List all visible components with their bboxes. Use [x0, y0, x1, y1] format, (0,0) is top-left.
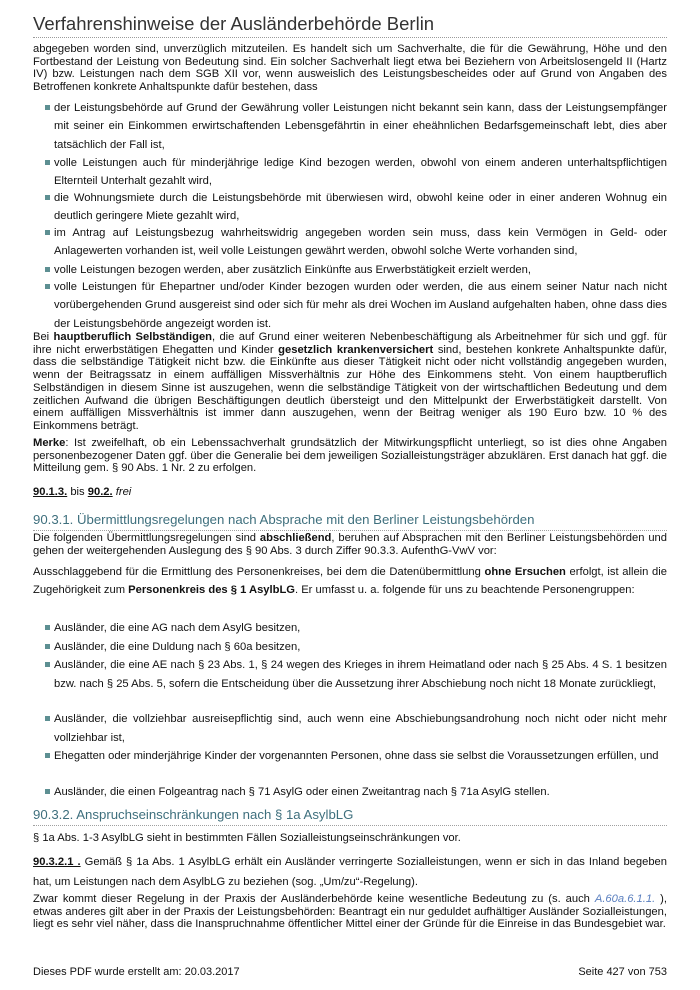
- footer-created-date: Dieses PDF wurde erstellt am: 20.03.2017: [33, 966, 240, 978]
- section-ref-90-3-2-1[interactable]: 90.3.2.1 .: [33, 856, 81, 868]
- section-range: 90.1.3. bis 90.2. frei: [33, 486, 132, 498]
- self-employed-paragraph: Bei hauptberuflich Selbständigen, die auf Grund einer weiteren Nebenbeschäftigung als Arbeitnehmer für sich und ggf. für ihre nicht erwerbstätigen Ehegatten und Kinder gesetzlich krankenversichert sind, bestehen konkrete Anhaltspunkte dafür, dass die selbständige Tätigkeit nicht bzw. die Einkünfte aus dieser Tätigkeit nicht oder nicht vollständig angegeben wurden, wenn der Beitragssatz in einem auffälligen Missverhältnis zur Höhe des Einkommens steht. Von einem hauptberuflich Selbständigen in diesem Sinne ist auszugehen, wenn die selbständige Tätigkeit von der wirtschaftlichen Bedeutung und dem zeitlichen Aufwand die übrigen Beschäftigungen deutlich übersteigt und den Mittelpunkt der Erwerbstätigkeit darstellt. Von einem auffälligen Missverhältnis ist immer dann auszugehen, wenn der Beitrag weniger als 190 Euro bzw. 10 % des Einkommens beträgt.: [33, 331, 668, 432]
- list-item: volle Leistungen bezogen werden, aber zusätzlich Einkünfte aus Erwerbstätigkeit erzielt werden,: [44, 261, 667, 279]
- sec1-personenkreis-paragraph: Ausschlaggebend für die Ermittlung des Personenkreises, bei dem die Datenübermittlung ohne Ersuchen erfolgt, ist allein die Zugehörigkeit zum Personenkreis des § 1 AsylbLG. Er umfasst u. a. folgende für uns zu beachtende Personengruppen:: [33, 566, 667, 597]
- section-heading-90-3-1: 90.3.1. Übermittlungsregelungen nach Absprache mit den Berliner Leistungsbehörden: [33, 512, 535, 527]
- document-header-title: Verfahrenshinweise der Ausländerbehörde Berlin: [33, 13, 435, 34]
- footer-page-number: Seite 427 von 753: [578, 966, 667, 978]
- list-item: der Leistungsbehörde auf Grund der Gewährung voller Leistungen nicht bekannt sein kann, dass der Leistungsempfänger mit seiner ein Einkommen erwirtschaftenden Lebensgefährtin in einer eheähnlichen Bedarfsgemeinschaft lebt, dies aber tatsächlich der Fall ist,: [44, 99, 667, 154]
- list-item: volle Leistungen auch für minderjährige ledige Kind bezogen werden, obwohl von einem anderen unterhaltspflichtigen Elternteil Unterhalt gezahlt wird,: [44, 154, 667, 191]
- sec2-practice-paragraph: Zwar kommt dieser Regelung in der Praxis der Ausländerbehörde keine wesentliche Bedeutung zu (s. auch A.60a.6.1.1. ), etwas anderes gilt aber in der Praxis der Leistungsbehörden: Beantragt ein nur geduldet aufhältiger Ausländer Sozialleistungen, liegt es sehr viel näher, dass die Inanspruchnahme öffentlicher Mittel einer der Gründe für die Einreise in das Bundesgebiet war.: [33, 893, 667, 931]
- section-divider: [33, 530, 667, 531]
- cross-reference-link[interactable]: A.60a.6.1.1.: [594, 893, 656, 905]
- section-divider: [33, 825, 667, 826]
- section-ref-90-2[interactable]: 90.2.: [87, 486, 113, 498]
- list-item: Ausländer, die eine AG nach dem AsylG besitzen,: [44, 619, 667, 638]
- section-ref-90-1-3[interactable]: 90.1.3.: [33, 486, 68, 498]
- merke-note: Merke: Ist zweifelhaft, ob ein Lebenssachverhalt grundsätzlich der Mitwirkungspflicht unterliegt, so ist dies ohne Angaben personenbezogener Daten ggf. über die Generalie bei dem jeweiligen Sozialleistungsträger abzuklären. Erst danach hat ggf. die Mitteilung gem. § 90 Abs. 1 Nr. 2 zu erfolgen.: [33, 437, 667, 475]
- list-item: Ausländer, die vollziehbar ausreisepflichtig sind, auch wenn eine Abschiebungsandrohung noch nicht oder nicht mehr vollziehbar ist,: [44, 710, 667, 748]
- list-item: im Antrag auf Leistungsbezug wahrheitswidrig angegeben worden sein muss, dass kein Vermögen in Geld- oder Anlagewerten vorhanden ist, weil volle Leistungen gewährt werden, obwohl solche Werte vorhanden sind,: [44, 224, 667, 261]
- intro-paragraph: abgegeben worden sind, unverzüglich mitzuteilen. Es handelt sich um Sachverhalte, die für die Gewährung, Höhe und den Fortbestand der Leistung von Bedeutung sind. Ein solcher Sachverhalt liegt etwa bei Beziehern von Arbeitslosengeld II (Hartz IV) bzw. Leistungen nach dem SGB XII vor, wenn ausweislich des Leistungsbescheides oder auf Grund von Angaben des Betroffenen konkrete Anhaltspunkte dafür bestehen, dass: [33, 43, 667, 94]
- list-item: Ehegatten oder minderjährige Kinder der vorgenannten Personen, ohne dass sie selbst die Voraussetzungen erfüllen, und: [44, 747, 667, 766]
- list-item: Ausländer, die eine AE nach § 23 Abs. 1, § 24 wegen des Krieges in ihrem Heimatland oder nach § 25 Abs. 4 S. 1 besitzen bzw. nach § 25 Abs. 5, sofern die Entscheidung über die Aussetzung ihrer Abschiebung noch nicht 18 Monate zurückliegt,: [44, 656, 667, 694]
- section-heading-90-3-2: 90.3.2. Anspruchseinschränkungen nach § 1a AsylbLG: [33, 807, 354, 822]
- sec2-intro-paragraph: § 1a Abs. 1-3 AsylbLG sieht in bestimmten Fällen Sozialleistungseinschränkungen vor.: [33, 832, 461, 844]
- sec1-intro-paragraph: Die folgenden Übermittlungsregelungen sind abschließend, beruhen auf Absprachen mit den Berliner Leistungsbehörden und gehen der weitergehenden Auslegung des § 90 Abs. 3 durch Ziffer 90.3.3. AufenthG-VwV vor:: [33, 532, 667, 557]
- header-divider: [33, 37, 667, 38]
- list-item: Ausländer, die einen Folgeantrag nach § 71 AsylG oder einen Zweitantrag nach § 71a AsylG stellen.: [44, 783, 667, 802]
- list-item: volle Leistungen für Ehepartner und/oder Kinder bezogen wurden oder werden, die aus einem seiner Natur nach nicht vorübergehenden Grund ausgereist sind oder sich für mehr als drei Wochen im Ausland aufgehalten haben, ohne dass dies der Leistungsbehörde angezeigt worden ist.: [44, 278, 667, 333]
- list-item: die Wohnungsmiete durch die Leistungsbehörde mit überwiesen wird, obwohl keine oder in einer anderen Wohnug ein deutlich geringere Miete gezahlt wird,: [44, 189, 667, 226]
- sec2-um-zu-paragraph: 90.3.2.1 . Gemäß § 1a Abs. 1 AsylbLG erhält ein Ausländer verringerte Sozialleistungen, wenn er sich in das Inland begeben hat, um Leistungen nach dem AsylbLG zu beziehen (sog. „Um/zu“-Regelung).: [33, 856, 668, 888]
- list-item: Ausländer, die eine Duldung nach § 60a besitzen,: [44, 638, 667, 657]
